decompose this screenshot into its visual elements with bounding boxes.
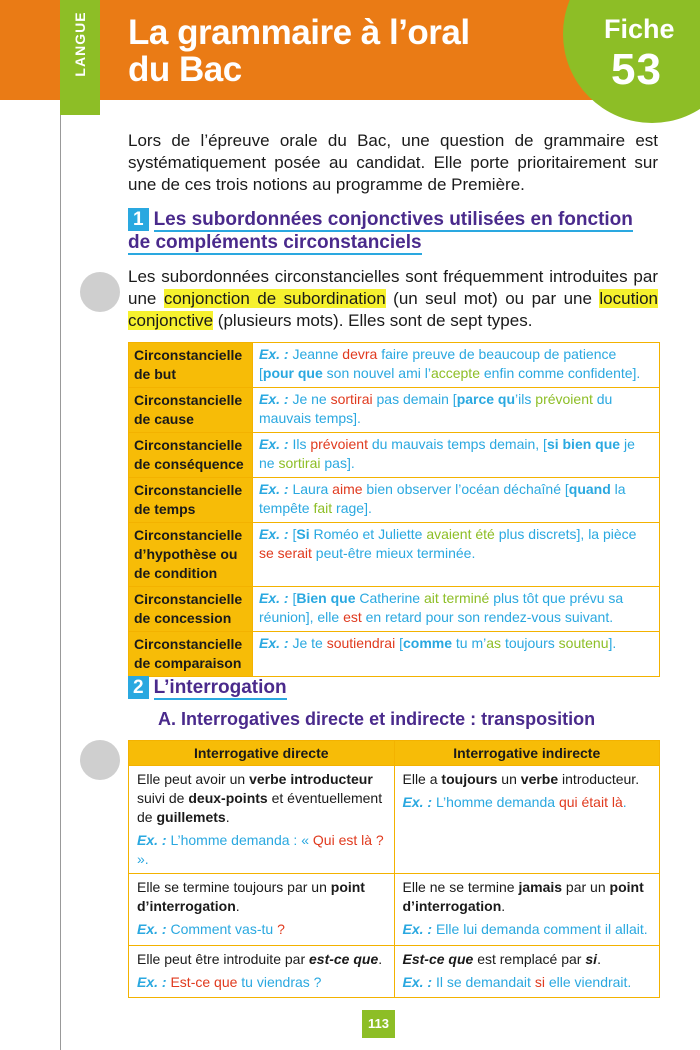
row-label: Circonstancielle d’hypothèse ou de condition [129,523,253,587]
row-label: Circonstancielle de temps [129,478,253,523]
section-tag [60,0,100,115]
page-title [128,14,470,88]
section2-subtitle: A. Interrogatives directe et indirecte : transposition [158,709,596,729]
circonstancielles-table [128,342,660,677]
row-example: Ex. : Jeanne devra faire preuve de beaucoup de patience [pour que son nouvel ami l’accepte enfin comme confidente]. [253,343,660,388]
section2-number: 2 [128,676,149,699]
table-row [129,433,660,478]
col-header-directe: Interrogative directe [129,741,395,766]
table-row [129,632,660,677]
fiche-label: Fiche [604,14,675,44]
page-title-line2: du Bac [128,50,242,89]
section1-title-line2: de compléments circonstanciels [128,232,422,253]
table-row [129,388,660,433]
row-example: Ex. : Laura aime bien observer l’océan déchaîné [quand la tempête fait rage]. [253,478,660,523]
row-label: Circonstancielle de but [129,343,253,388]
fiche-number: 53 [611,45,662,94]
section2-heading [128,676,287,699]
section-tag-label: LANGUE [72,11,88,77]
row-example: Ex. : Je te soutiendrai [comme tu m’as toujours soutenu]. [253,632,660,677]
row-label: Circonstancielle de concession [129,587,253,632]
row-example: Ex. : Je ne sortirai pas demain [parce qu’ils prévoient du mauvais temps]. [253,388,660,433]
row-example: Ex. : [Bien que Catherine ait terminé plus tôt que prévu sa réunion], elle est en retard pour son rendez-vous suivant. [253,587,660,632]
bullet-dot-1 [80,272,120,312]
row-label: Circonstancielle de cause [129,388,253,433]
table-row [129,343,660,388]
page-title-line1: La grammaire à l’oral [128,13,470,52]
col-header-indirecte: Interrogative indirecte [394,741,660,766]
table-row [129,874,660,946]
row-label: Circonstancielle de conséquence [129,433,253,478]
cell-directe: Elle peut avoir un verbe introducteur suivi de deux-points et éventuellement de guillemets. Ex. : L’homme demanda : « Qui est là ? ». [129,766,395,874]
section1-title-line1: Les subordonnées conjonctives utilisées en fonction [153,209,633,230]
section1-number: 1 [128,208,149,231]
cell-directe: Elle se termine toujours par un point d’interrogation. Ex. : Comment vas-tu ? [129,874,395,946]
table-header-row [129,741,660,766]
cell-indirecte: Est-ce que est remplacé par si. Ex. : Il se demandait si elle viendrait. [394,946,660,998]
cell-indirecte: Elle a toujours un verbe introducteur. Ex. : L’homme demanda qui était là. [394,766,660,874]
interrogatives-table [128,740,660,998]
table-row [129,946,660,998]
margin-line [60,115,61,1050]
page-number: 113 [362,1010,395,1038]
bullet-dot-2 [80,740,120,780]
row-example: Ex. : Ils prévoient du mauvais temps demain, [si bien que je ne sortirai pas]. [253,433,660,478]
section1-paragraph: Les subordonnées circonstancielles sont fréquemment introduites par une conjonction de subordination (un seul mot) ou par une locution conjonctive (plusieurs mots). Elles sont de sept types. [128,267,659,330]
table-row [129,523,660,587]
table-row [129,766,660,874]
row-example: Ex. : [Si Roméo et Juliette avaient été plus discrets], la pièce se serait peut-être mieux terminée. [253,523,660,587]
section2-title: L’interrogation [153,677,287,698]
table-row [129,587,660,632]
table-row [129,478,660,523]
highlight-locution: locution conjonctive [128,289,659,330]
intro-paragraph: Lors de l’épreuve orale du Bac, une question de grammaire est systématiquement posée au candidat. Elle porte prioritairement sur une de ces trois notions au programme de Première. [128,131,658,194]
row-label: Circonstancielle de comparaison [129,632,253,677]
cell-directe: Elle peut être introduite par est-ce que. Ex. : Est-ce que tu viendras ? [129,946,395,998]
section1-heading [128,208,633,254]
cell-indirecte: Elle ne se termine jamais par un point d’interrogation. Ex. : Elle lui demanda comment il allait. [394,874,660,946]
highlight-conjonction: conjonction de subordination [163,289,386,308]
